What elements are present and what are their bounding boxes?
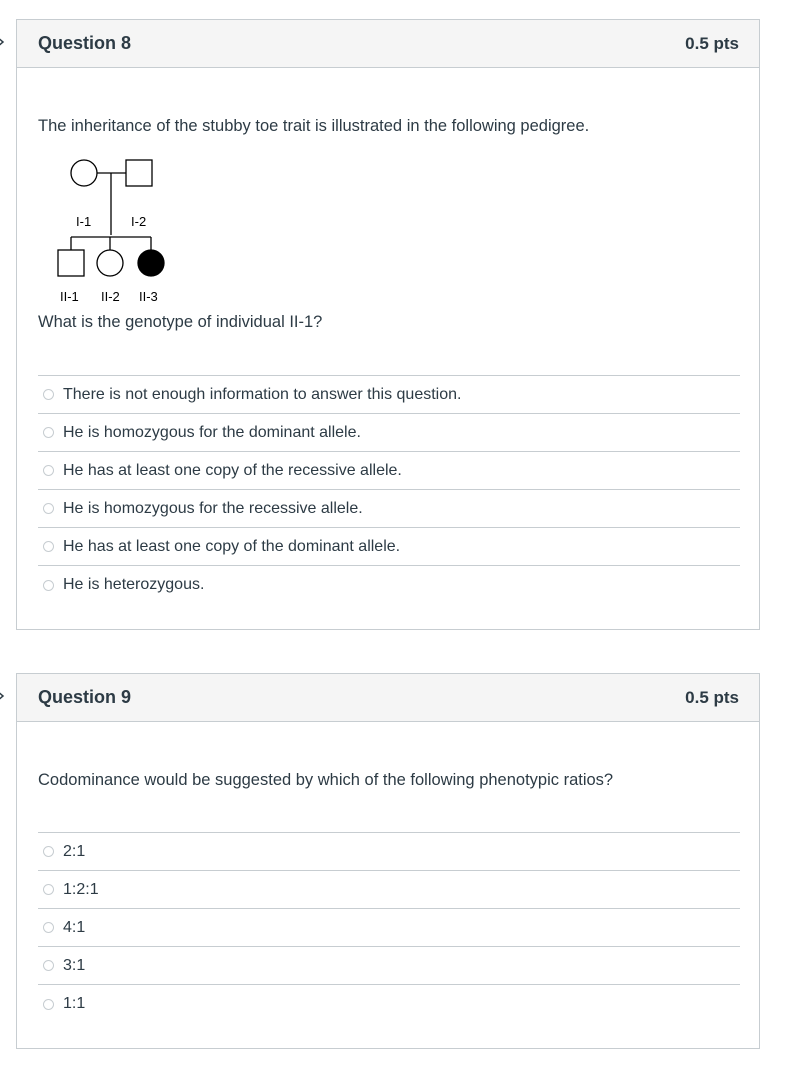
pedigree-diagram: [57, 106, 197, 242]
answer-option[interactable]: [38, 528, 740, 566]
question-text: The inheritance of the stubby toe trait is illustrated in the following pedigree.: [38, 117, 590, 135]
answer-label[interactable]: 1:2:1: [63, 880, 99, 898]
radio-button[interactable]: [43, 580, 54, 591]
answer-option[interactable]: [38, 871, 740, 909]
radio-button[interactable]: [43, 389, 54, 400]
answer-option[interactable]: [38, 376, 740, 414]
answer-list: [38, 375, 740, 604]
radio-button[interactable]: [43, 884, 54, 895]
answer-option[interactable]: [38, 985, 740, 1023]
flag-icon[interactable]: [0, 35, 8, 49]
answer-option[interactable]: [38, 452, 740, 490]
answer-option[interactable]: [38, 947, 740, 985]
answer-label[interactable]: 1:1: [63, 995, 86, 1012]
answer-option[interactable]: [38, 833, 740, 871]
pedigree-generation-2: [47, 230, 197, 310]
radio-button[interactable]: [43, 503, 54, 514]
answer-option[interactable]: [38, 566, 740, 604]
radio-button[interactable]: [43, 541, 54, 552]
question-text: Codominance would be suggested by which of the following phenotypic ratios?: [38, 771, 614, 789]
answer-label[interactable]: 4:1: [63, 918, 86, 936]
pedigree-individual-ii-1: [58, 250, 84, 276]
pedigree-label: II-3: [139, 289, 158, 304]
answer-label[interactable]: 2:1: [63, 842, 86, 860]
question-header: [17, 20, 759, 68]
question-title: Question 8: [38, 33, 132, 53]
flag-icon[interactable]: [0, 689, 8, 703]
question-prompt: What is the genotype of individual II-1?: [38, 313, 323, 331]
pedigree-individual-ii-3: [138, 250, 164, 276]
question-points: 0.5 pts: [685, 33, 739, 53]
question-header: [17, 674, 759, 722]
answer-option[interactable]: [38, 414, 740, 452]
answer-label[interactable]: There is not enough information to answer this question.: [63, 385, 462, 403]
answer-label[interactable]: He has at least one copy of the dominant allele.: [63, 537, 401, 555]
pedigree-label: I-2: [131, 214, 147, 229]
radio-button[interactable]: [43, 999, 54, 1010]
pedigree-label: II-1: [60, 289, 79, 304]
radio-button[interactable]: [43, 427, 54, 438]
pedigree-individual-i-1: [71, 160, 97, 186]
pedigree-label: I-1: [76, 214, 92, 229]
answer-option[interactable]: [38, 490, 740, 528]
pedigree-individual-i-2: [126, 160, 152, 186]
answer-option[interactable]: [38, 909, 740, 947]
question-title: Question 9: [38, 687, 132, 707]
answer-label[interactable]: He has at least one copy of the recessive allele.: [63, 461, 402, 479]
pedigree-label: II-2: [101, 289, 120, 304]
answer-label[interactable]: He is heterozygous.: [63, 576, 205, 593]
radio-button[interactable]: [43, 465, 54, 476]
radio-button[interactable]: [43, 846, 54, 857]
radio-button[interactable]: [43, 960, 54, 971]
question-points: 0.5 pts: [685, 687, 739, 707]
question-9: [16, 673, 760, 1049]
answer-label[interactable]: 3:1: [63, 956, 86, 974]
answer-label[interactable]: He is homozygous for the recessive allele.: [63, 499, 363, 517]
answer-list: [38, 832, 740, 1023]
question-8: [16, 19, 760, 630]
answer-label[interactable]: He is homozygous for the dominant allele.: [63, 423, 361, 441]
pedigree-individual-ii-2: [97, 250, 123, 276]
radio-button[interactable]: [43, 922, 54, 933]
